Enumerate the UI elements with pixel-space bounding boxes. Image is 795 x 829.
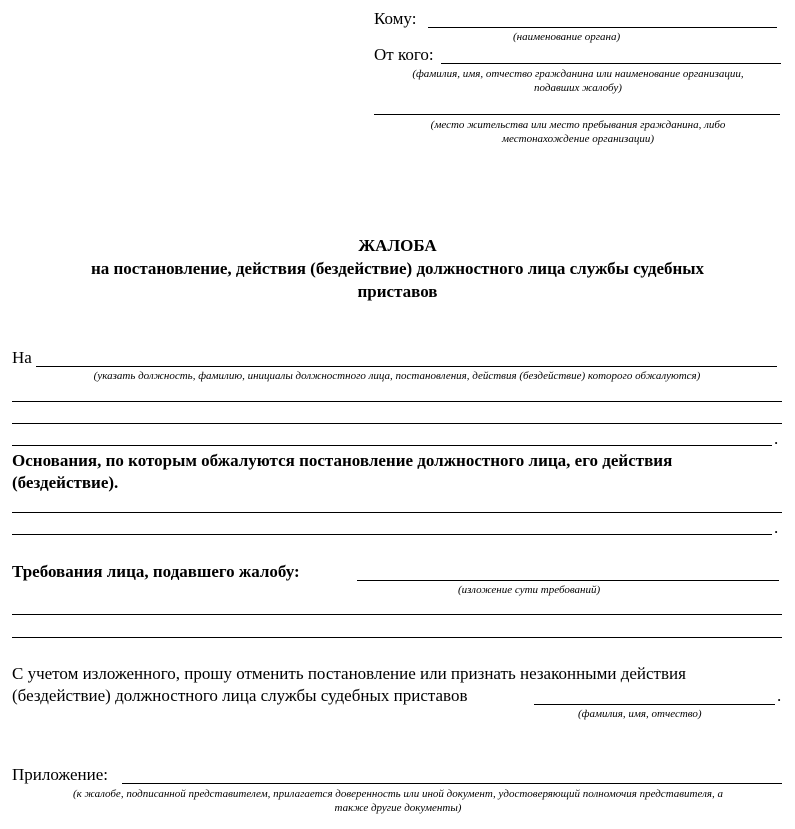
na-label: На — [12, 348, 32, 367]
document-subtitle-line-2: приставов — [357, 282, 438, 301]
address-field-line[interactable] — [374, 114, 780, 115]
document-subtitle-line-1: на постановление, действия (бездействие) должностного лица службы судебных — [90, 259, 705, 278]
document-title: ЖАЛОБА — [358, 236, 437, 255]
attachment-hint-1: (к жалобе, подписанной представителем, прилагается доверенность или иной документ, удостоверяющий полномочия представителя, а — [72, 788, 724, 800]
na-field-line-3[interactable] — [12, 423, 782, 424]
na-hint: (указать должность, фамилию, инициалы должностного лица, постановления, действия (бездействие) которого обжалуются) — [93, 370, 701, 382]
attachment-field-line[interactable] — [122, 783, 782, 784]
attachment-hint-2: также другие документы) — [334, 802, 462, 814]
demands-field-line-3[interactable] — [12, 637, 782, 638]
from-label: От кого: — [374, 45, 434, 64]
na-end-dot: . — [774, 429, 779, 448]
request-hint: (фамилия, имя, отчество) — [578, 708, 702, 720]
na-field-line-4[interactable] — [12, 445, 772, 446]
request-text-line-2: (бездействие) должностного лица службы судебных приставов — [12, 686, 468, 705]
na-field-line[interactable] — [36, 366, 777, 367]
from-hint-1: (фамилия, имя, отчество гражданина или наименование организации, — [412, 68, 744, 80]
to-label: Кому: — [374, 9, 417, 28]
na-field-line-2[interactable] — [12, 401, 782, 402]
request-name-field-line[interactable] — [534, 704, 775, 705]
grounds-field-line-1[interactable] — [12, 512, 782, 513]
from-hint-2: подавших жалобу) — [534, 82, 622, 94]
demands-label: Требования лица, подавшего жалобу: — [12, 562, 300, 581]
grounds-end-dot: . — [774, 518, 779, 537]
from-field-line[interactable] — [441, 63, 781, 64]
demands-field-line-2[interactable] — [12, 614, 782, 615]
address-hint-2: местонахождение организации) — [502, 133, 654, 145]
request-text-line-1: С учетом изложенного, прошу отменить постановление или признать незаконными действия — [12, 664, 686, 683]
grounds-field-line-2[interactable] — [12, 534, 772, 535]
grounds-heading-line-2: (бездействие). — [12, 473, 119, 492]
attachment-label: Приложение: — [12, 765, 108, 784]
demands-hint: (изложение сути требований) — [458, 584, 601, 596]
address-hint-1: (место жительства или место пребывания гражданина, либо — [430, 119, 726, 131]
demands-field-line[interactable] — [357, 580, 779, 581]
to-field-line[interactable] — [428, 27, 777, 28]
grounds-heading-line-1: Основания, по которым обжалуются постановление должностного лица, его действия — [12, 451, 673, 470]
request-end-dot: . — [777, 686, 782, 705]
to-hint: (наименование органа) — [513, 31, 621, 43]
